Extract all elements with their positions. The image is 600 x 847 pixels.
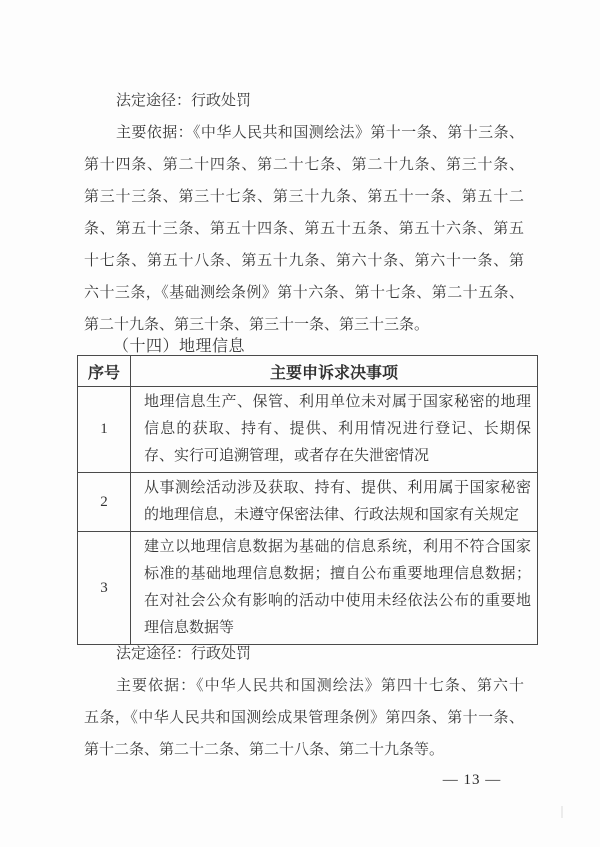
table-row	[78, 387, 538, 473]
basis-text-line: 第二十九条、第三十条、第三十一条、第三十三条。	[84, 317, 430, 333]
subsection-heading: （十四）地理信息	[113, 338, 246, 355]
legal-route-line: 法定途径：行政处罚	[116, 646, 252, 662]
table-row	[78, 532, 538, 645]
table-header-serial-number: 序号	[78, 356, 131, 387]
serial-number-cell: 3	[78, 532, 131, 645]
basis-text-line: 主要依据：《中华人民共和国测绘法》第四十七条、第六十	[116, 678, 524, 694]
appeal-matter-cell: 建立以地理信息数据为基础的信息系统，利用不符合国家标准的基础地理信息数据；擅自公布重要地理信息数据；在对社会公众有影响的活动中使用未经依法公布的重要地理信息数据等	[131, 532, 538, 645]
table-header-row	[78, 356, 538, 387]
legal-route-line: 法定途径：行政处罚	[116, 93, 252, 109]
table-row	[78, 473, 538, 532]
scan-artifact	[561, 806, 563, 818]
appeal-matter-cell: 地理信息生产、保管、利用单位未对属于国家秘密的地理信息的获取、持有、提供、利用情况进行登记、长期保存、实行可追溯管理，或者存在失泄密情况	[131, 387, 538, 473]
legal-route-paragraph-top	[84, 85, 524, 117]
basis-text-line: 第三十三条、第三十七条、第三十九条、第五十一条、第五十二	[84, 189, 524, 205]
serial-number-cell: 2	[78, 473, 131, 532]
basis-text-line: 六十三条，《基础测绘条例》第十六条、第十七条、第二十五条、	[84, 285, 524, 301]
serial-number-cell: 1	[78, 387, 131, 473]
main-basis-paragraph-bottom	[84, 670, 524, 766]
basis-text-line: 主要依据：《中华人民共和国测绘法》第十一条、第十三条、	[116, 125, 524, 141]
basis-text-line: 第十二条、第二十二条、第二十八条、第二十九条等。	[84, 742, 445, 758]
basis-text-line: 五条，《中华人民共和国测绘成果管理条例》第四条、第十一条、	[84, 710, 524, 726]
basis-text-line: 第十四条、第二十四条、第二十七条、第二十九条、第三十条、	[84, 157, 524, 173]
basis-text-line: 十七条、第五十八条、第五十九条、第六十条、第六十一条、第	[84, 253, 524, 269]
appeal-matters-table	[77, 355, 538, 645]
table-header-appeal-matter: 主要申诉求决事项	[131, 356, 538, 387]
page-number: — 13 —	[442, 772, 502, 788]
appeal-matter-cell: 从事测绘活动涉及获取、持有、提供、利用属于国家秘密的地理信息，未遵守保密法律、行政法规和国家有关规定	[131, 473, 538, 532]
basis-text-line: 条、第五十三条、第五十四条、第五十五条、第五十六条、第五	[84, 221, 524, 237]
legal-route-paragraph-bottom	[84, 638, 524, 670]
main-basis-paragraph-top	[84, 117, 524, 341]
